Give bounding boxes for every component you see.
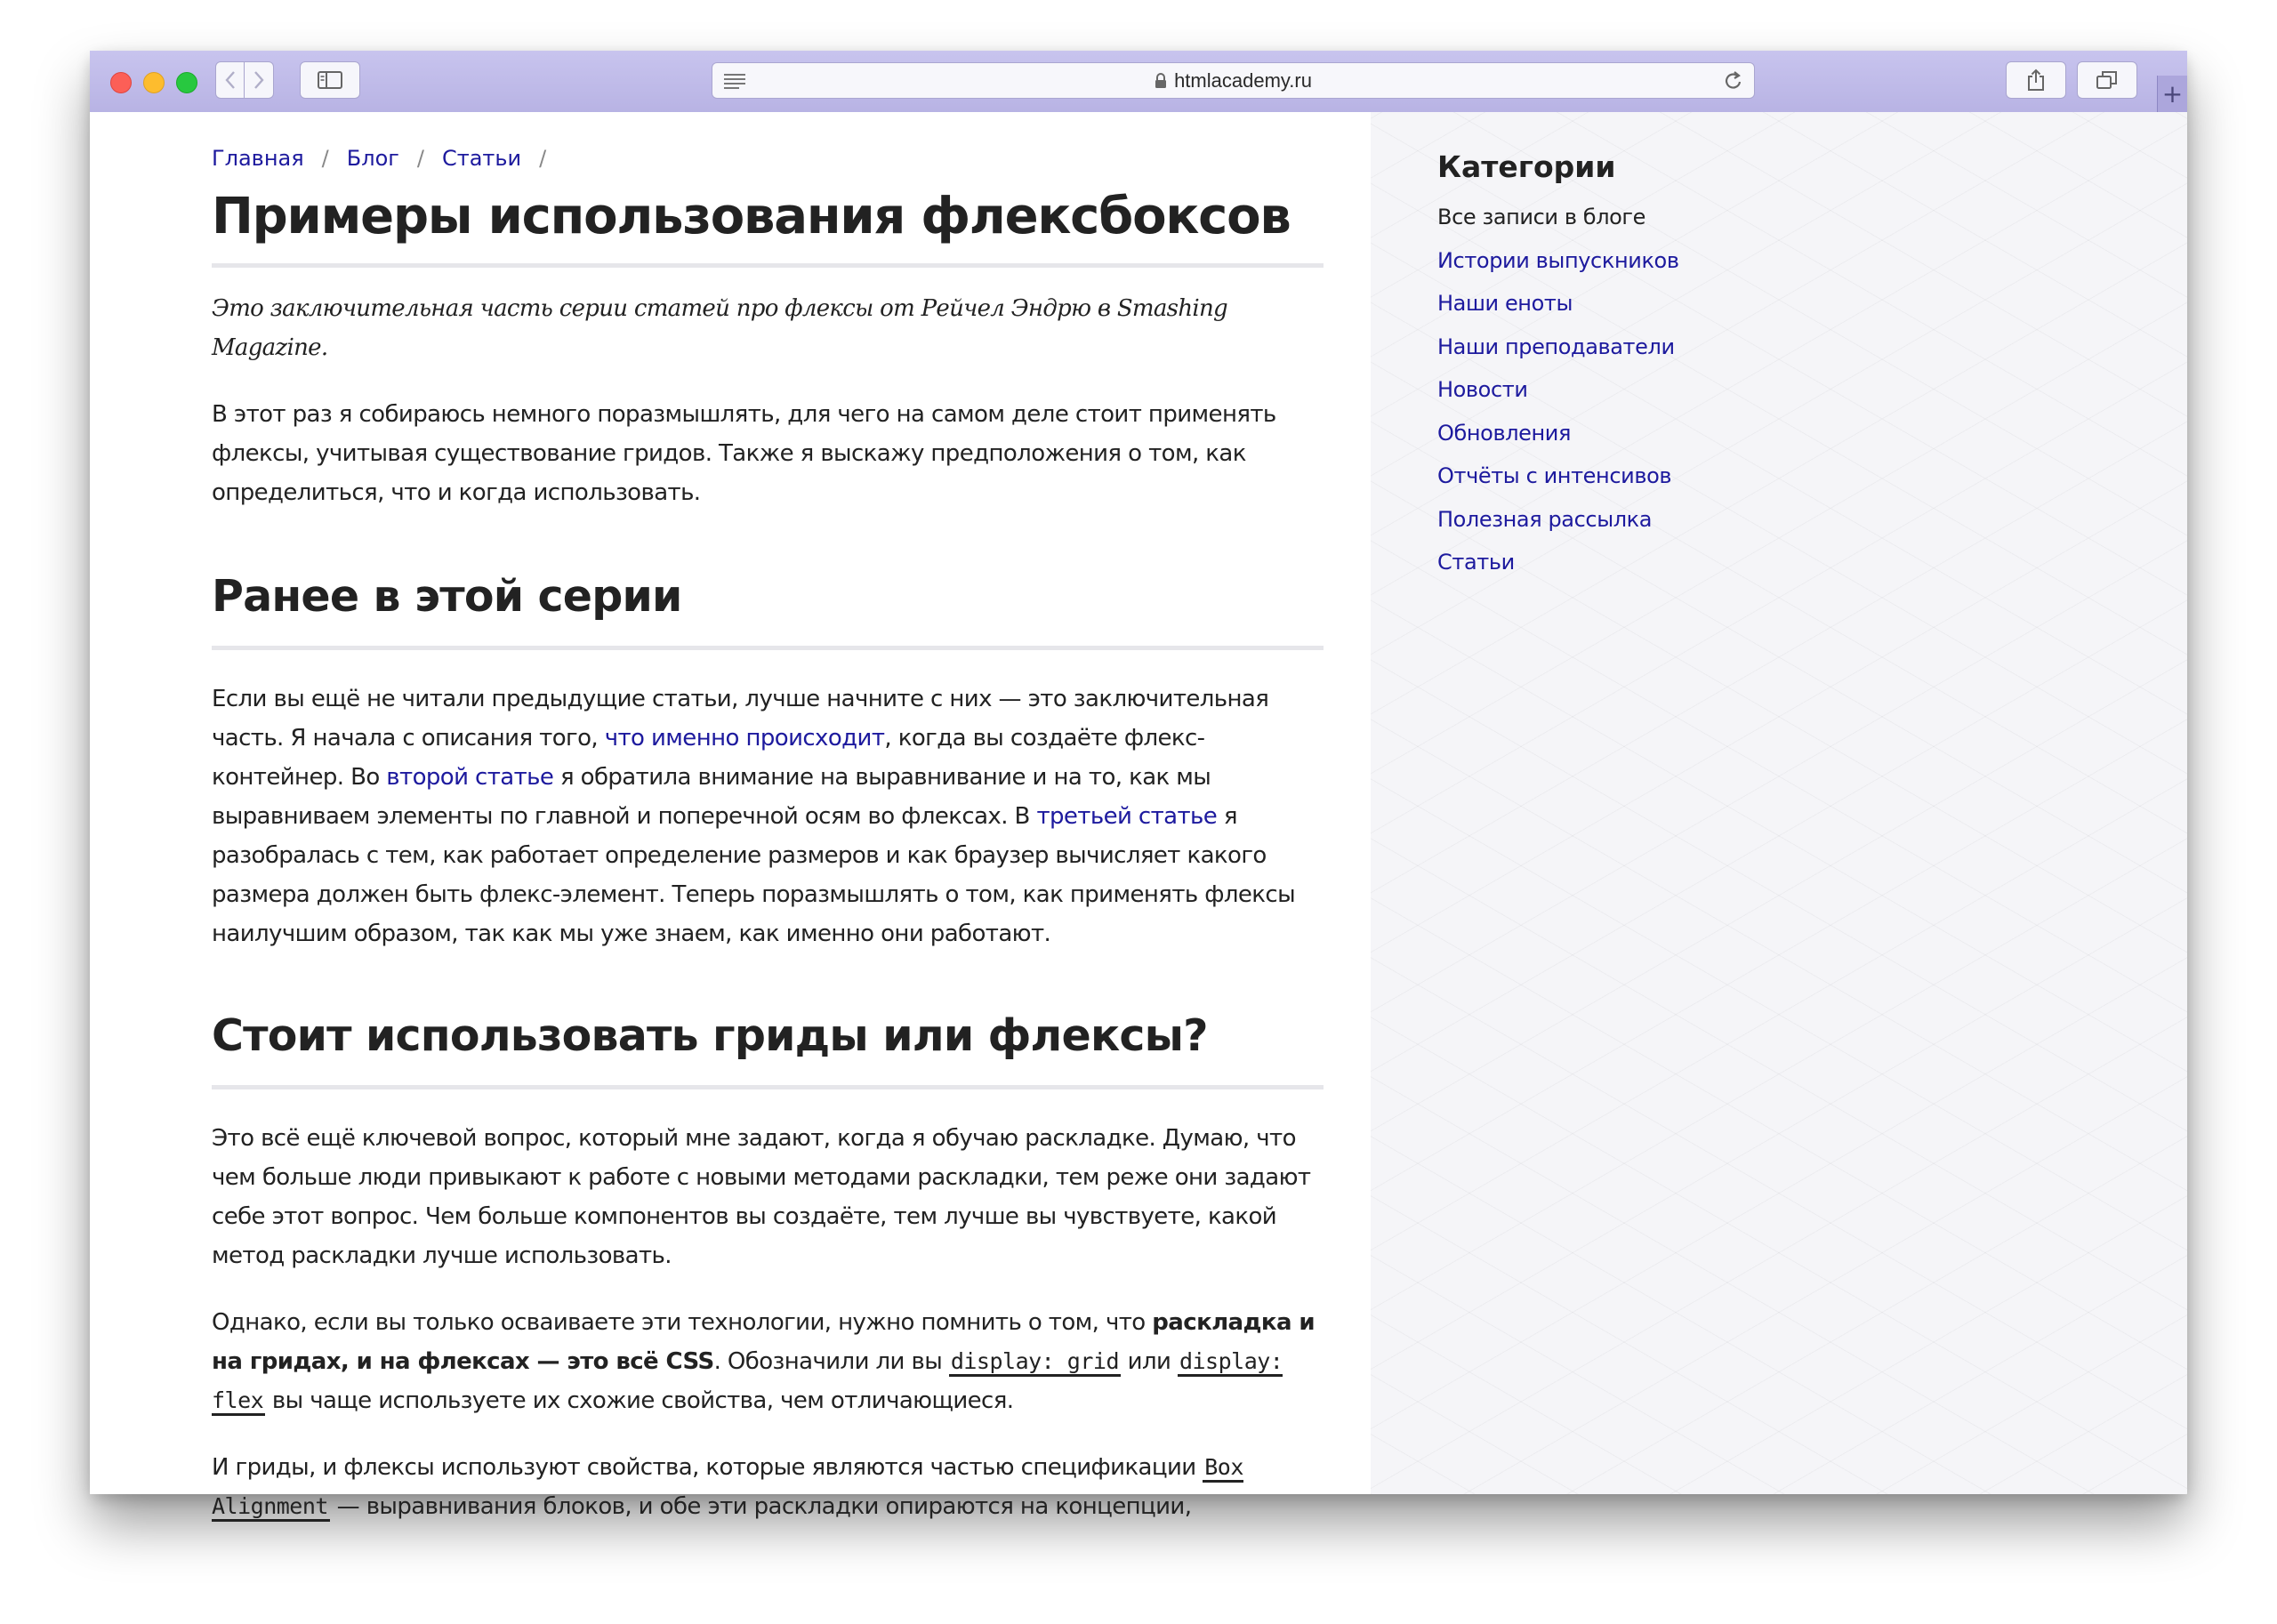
category-teachers[interactable]: Наши преподаватели [1437,334,1675,359]
main-column [90,112,1371,1520]
tabs-icon [2096,70,2118,90]
browser-window [90,51,2187,1520]
text-span: — выравнивания блоков, и обе эти раскладки опираются на концепции, [329,1493,1192,1520]
address-bar[interactable] [712,62,1755,99]
close-window-button[interactable] [110,72,132,93]
text-span: или [1121,1348,1178,1375]
url-text: htmlacademy.ru [1174,68,1312,92]
share-button[interactable] [2006,61,2066,99]
share-icon [2026,68,2046,92]
breadcrumb [212,142,1324,174]
breadcrumb-separator: / [321,146,329,171]
category-intensive-reports[interactable]: Отчёты с интенсивов [1437,463,1672,488]
plus-icon: + [2161,78,2184,109]
category-all-posts[interactable]: Все записи в блоге [1437,205,1646,229]
breadcrumb-blog[interactable]: Блог [346,146,399,171]
text-span: вы чаще используете их схожие свойства, чем отличающиеся. [265,1387,1014,1414]
bold-text: раскладка и на гридах, и на флексах — это всё CSS [212,1309,1315,1375]
section2-paragraph-3 [212,1448,1324,1526]
section2-paragraph-1: Это всё ещё ключевой вопрос, который мне задают, когда я обучаю раскладке. Думаю, что чем больше люди привыкают к работе с новыми методами раскладки, тем реже они задают себе этот вопрос. Чем больше компонентов вы создаёте, тем лучше вы чувствуете, какой метод раскладки лучше использовать. [212,1125,1311,1269]
reload-icon[interactable] [1724,70,1743,92]
link-third-article[interactable]: третьей статье [1036,803,1218,830]
page-content [90,112,2187,1520]
breadcrumb-separator: / [416,146,424,171]
category-newsletter[interactable]: Полезная рассылка [1437,506,1653,532]
url-display [712,63,1754,98]
zoom-window-button[interactable] [176,72,197,93]
text-span: я разобралась с тем, как работает определение размеров и как браузер вычисляет какого размера должен быть флекс-элемент. Теперь поразмышлять о том, как применять флексы наилучшим образом, так как мы уже знаем, как именно они работают. [212,803,1296,947]
category-news[interactable]: Новости [1437,377,1528,402]
code-display-flex: display: flex [212,1348,1283,1416]
lock-icon [1155,73,1167,89]
sidebar [1371,112,2187,1494]
text-span: , когда вы создаёте флекс-контейнер. Во [212,725,1205,791]
text-span: Если вы ещё не читали предыдущие статьи, лучше начните с них — это заключительная часть. Я начала с описания того, [212,686,1269,752]
sidebar-toggle-button[interactable] [300,61,360,99]
code-box-alignment: Box Alignment [212,1454,1243,1522]
categories-panel [1437,146,2149,584]
article-lead: Это заключительная часть серии статей про флексы от Рейчел Эндрю в Smashing Magazine. [212,295,1227,361]
page-title: Примеры использования флексбоксов [212,181,1324,268]
breadcrumb-home[interactable]: Главная [212,146,304,171]
back-button[interactable] [215,61,245,99]
text-span: И гриды, и флексы используют свойства, которые являются частью спецификации [212,1454,1203,1481]
code-display-grid: display: grid [949,1348,1121,1377]
text-span: я обратила внимание на выравнивание и на то, как мы выравниваем элементы по главной и поперечной осям во флексах. В [212,764,1211,830]
section-heading-previous: Ранее в этой серии [212,566,1324,650]
forward-button[interactable] [245,61,274,99]
link-second-article[interactable]: второй статье [386,764,554,791]
article [212,142,1324,1526]
category-articles[interactable]: Статьи [1437,550,1515,575]
categories-heading: Категории [1437,149,1616,184]
new-tab-button[interactable] [2157,76,2187,112]
article-intro: В этот раз я собираюсь немного поразмышлять, для чего на самом деле стоит применять флексы, учитывая существование гридов. Также я выскажу предположения о том, как определиться, что и когда использовать. [212,401,1276,506]
text-span: Однако, если вы только осваиваете эти технологии, нужно помнить о том, что [212,1309,1153,1336]
section-heading-grid-or-flex: Стоит использовать гриды или флексы? [212,1005,1324,1089]
categories-list [1437,196,2149,584]
category-raccoons[interactable]: Наши еноты [1437,291,1573,316]
link-what-happens[interactable]: что именно происходит [604,725,885,752]
text-span: . Обозначили ли вы [713,1348,949,1375]
breadcrumb-articles[interactable]: Статьи [441,146,522,171]
minimize-window-button[interactable] [143,72,165,93]
tabs-overview-button[interactable] [2077,61,2137,99]
section1-paragraph [212,679,1324,953]
category-updates[interactable]: Обновления [1437,420,1572,446]
section2-paragraph-2 [212,1303,1324,1420]
chevron-right-icon [253,70,265,90]
browser-toolbar [90,51,2187,113]
category-graduate-stories[interactable]: Истории выпускников [1437,247,1679,273]
sidebar-icon [318,71,342,89]
chevron-left-icon [224,70,237,90]
breadcrumb-separator: / [539,146,547,171]
